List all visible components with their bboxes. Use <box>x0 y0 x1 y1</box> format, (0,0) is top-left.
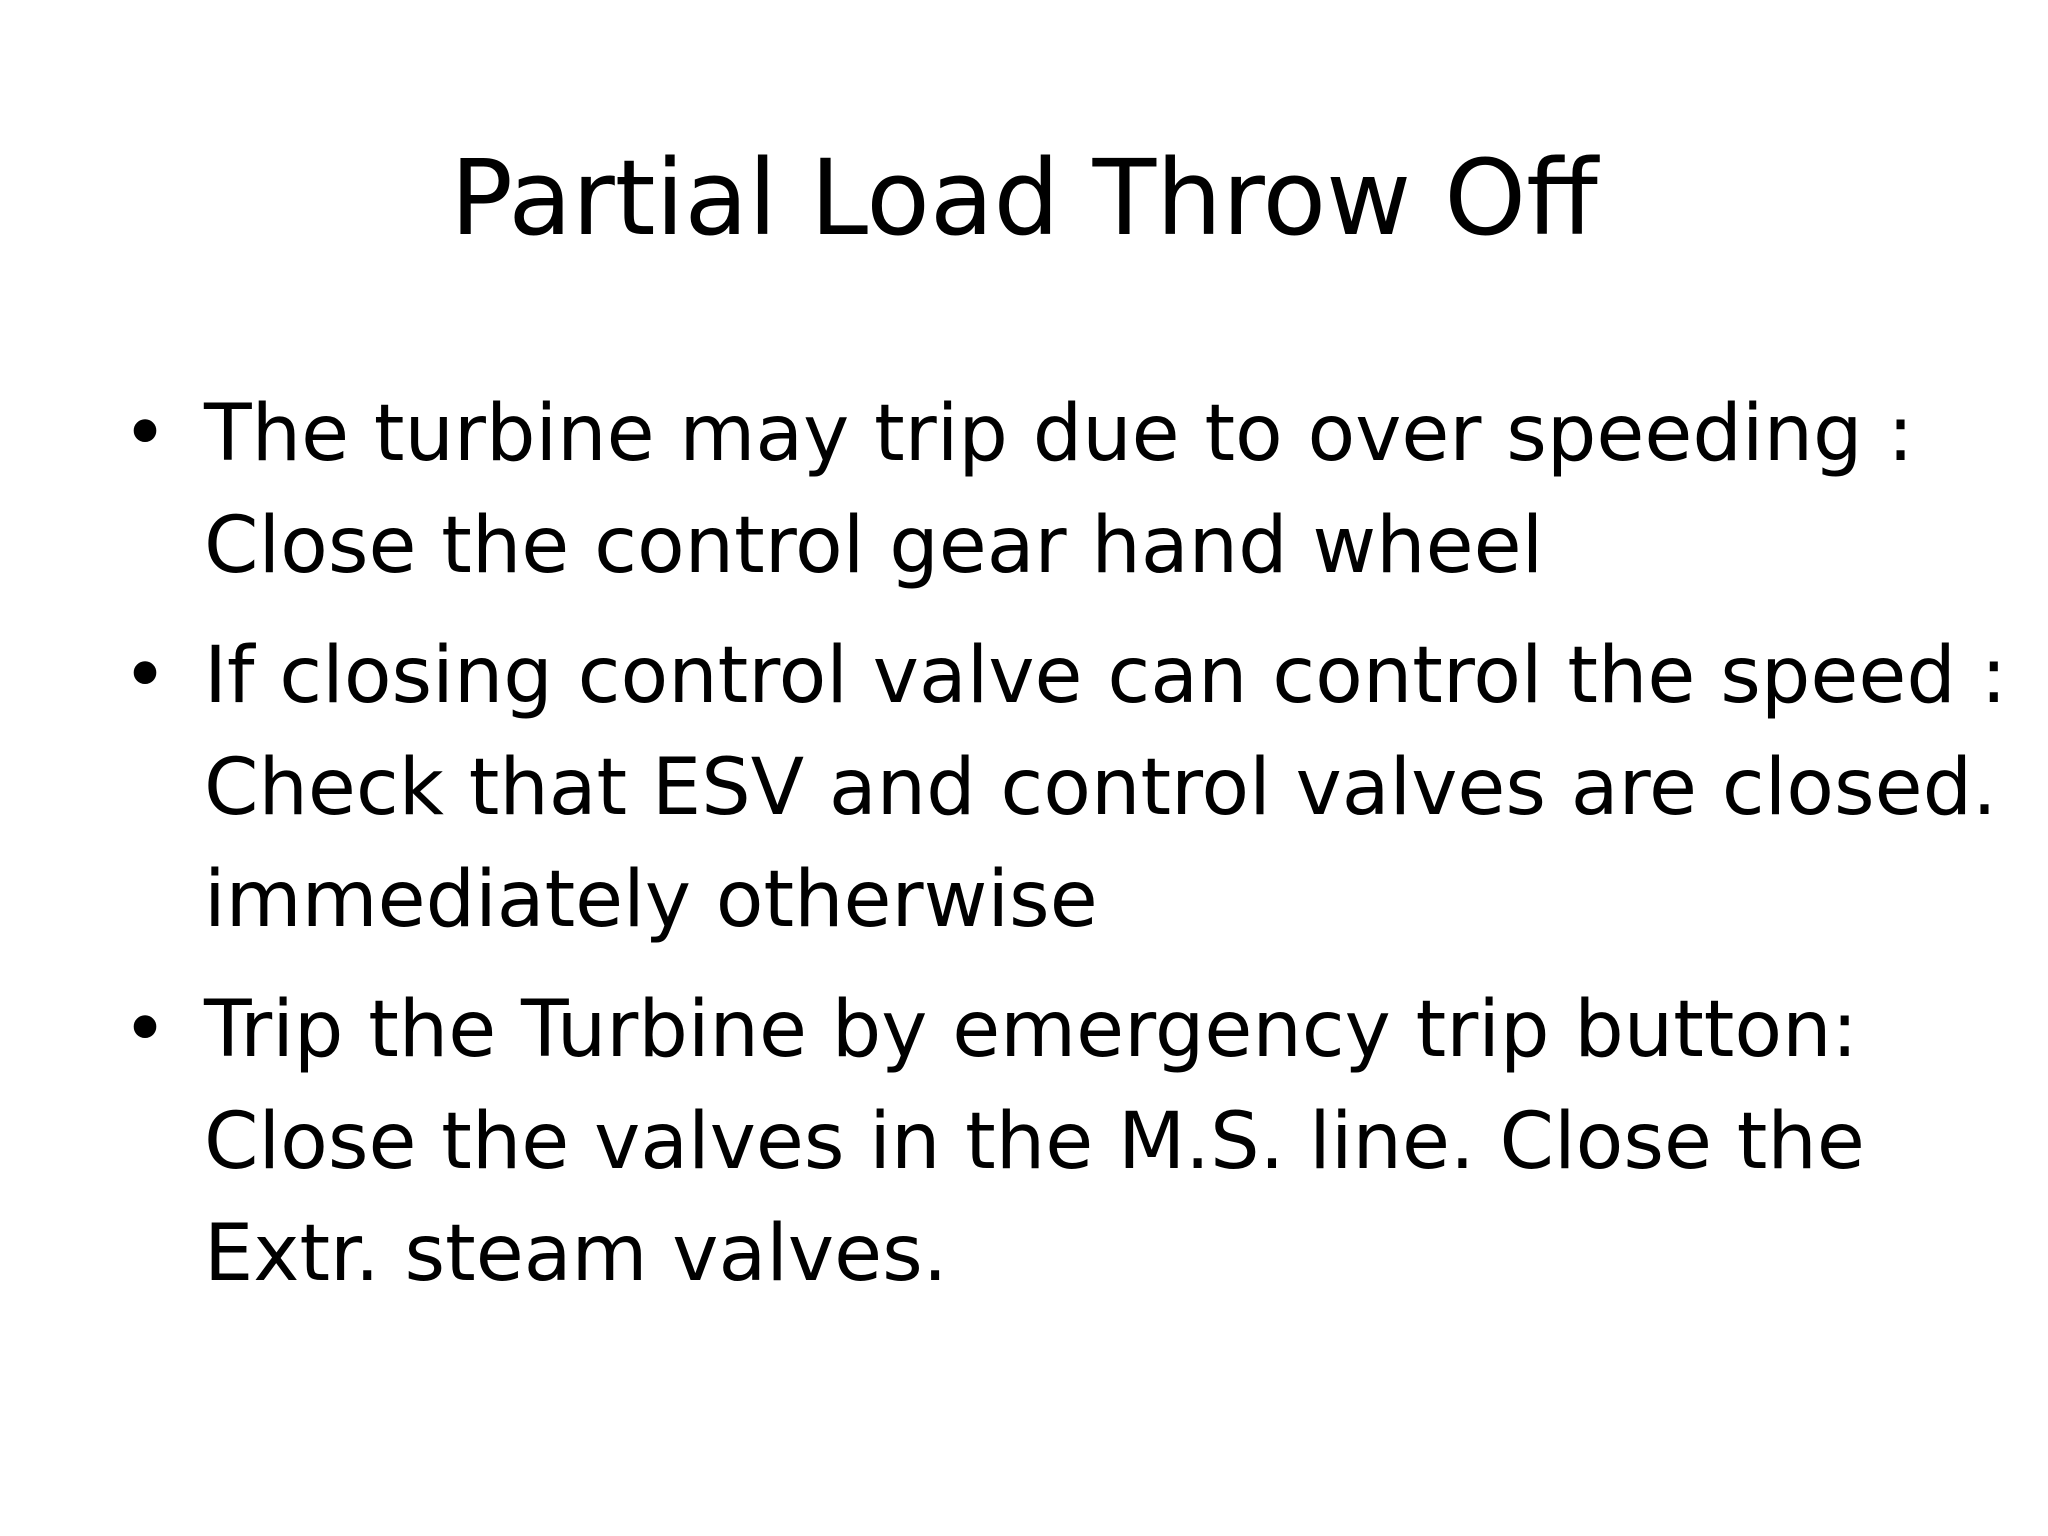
bullet-text-line: immediately otherwise <box>204 855 1098 945</box>
bullet-dot-icon: • <box>122 389 169 479</box>
bullet-text-line: If closing control valve can control the speed : <box>204 631 2007 721</box>
bullet-text-line: Close the valves in the M.S. line. Close the <box>204 1097 1865 1187</box>
bullet-text-line: Extr. steam valves. <box>204 1209 948 1299</box>
bullet-text-line: Check that ESV and control valves are closed. <box>204 743 1997 833</box>
bullet-text-line: Close the control gear hand wheel <box>204 501 1544 591</box>
bullet-text-line: Trip the Turbine by emergency trip button: <box>204 985 1858 1075</box>
bullet-dot-icon: • <box>122 985 169 1075</box>
bullet-dot-icon: • <box>122 631 169 721</box>
bullet-item <box>120 620 2007 956</box>
bullet-item <box>120 378 1980 602</box>
bullet-list <box>120 378 2007 1328</box>
bullet-item <box>120 974 1980 1310</box>
slide-title: Partial Load Throw Off <box>450 137 1598 259</box>
bullet-text-line: The turbine may trip due to over speeding : <box>204 389 1914 479</box>
